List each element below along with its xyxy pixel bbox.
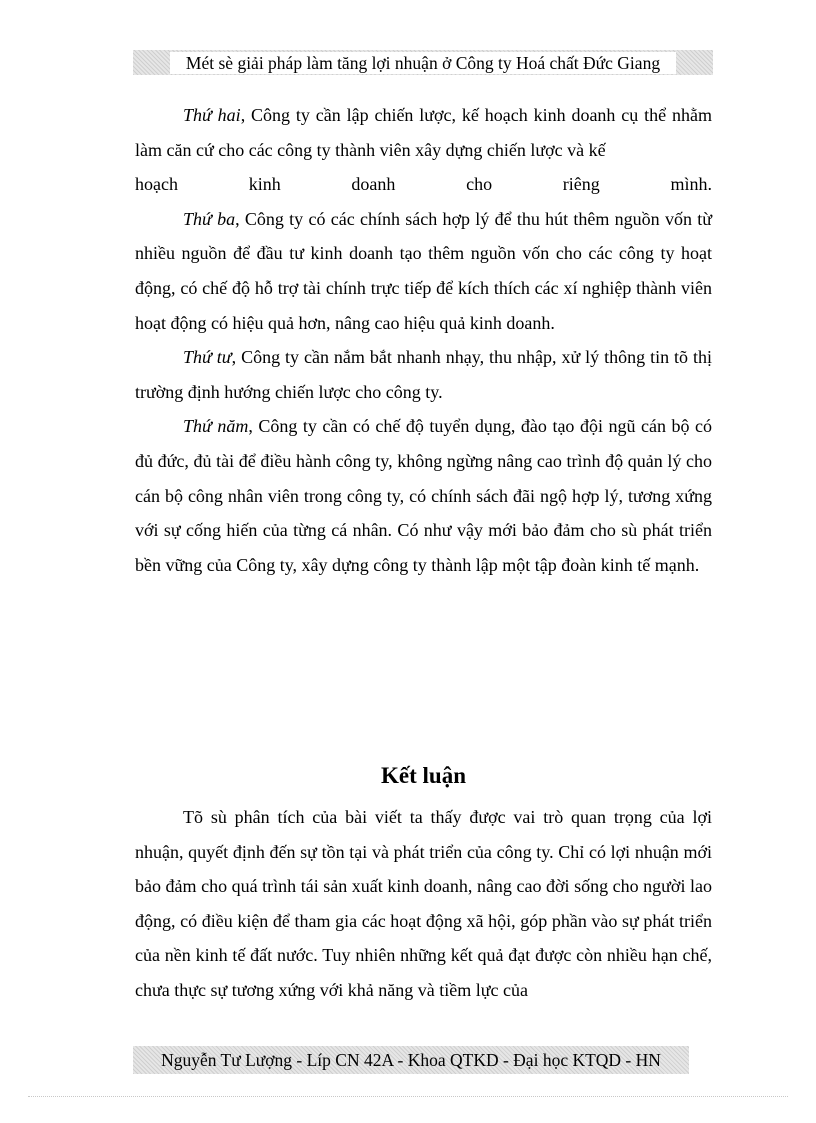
paragraph-text: , Công ty cần nắm bắt nhanh nhạy, thu nhập, xử lý thông tin tõ thị trường định hướng chiến lược cho công ty. (135, 347, 712, 402)
paragraph-text: , Công ty cần lập chiến lược, kế hoạch kinh doanh cụ thể nhằm làm căn cứ cho các công ty thành viên xây dựng chiến lược và kế (135, 105, 712, 160)
paragraph-thu-nam (135, 409, 712, 582)
paragraph-lead: Thứ tư (183, 347, 232, 368)
paragraph-text: , Công ty cần có chế độ tuyển dụng, đào tạo đội ngũ cán bộ có đủ đức, đủ tài để điều hành công ty, không ngừng nâng cao trình độ quản lý cho cán bộ công nhân viên trong công ty, có chính sách đãi ngộ hợp lý, tương xứng với sự cống hiến của từng cá nhân. Có như vậy mới bảo đảm cho sù phát triển bền vững của Công ty, xây dựng công ty thành lập một tập đoàn kinh tế mạnh. (135, 416, 712, 575)
conclusion-section (135, 800, 712, 1008)
page-header-title: Mét sè giải pháp làm tăng lợi nhuận ở Công ty Hoá chất Đức Giang (170, 52, 676, 74)
paragraph-lead: Thứ hai (183, 105, 241, 125)
paragraph-thu-tu (135, 340, 712, 409)
paragraph-lead: Thứ năm (183, 416, 249, 437)
page-footer-text: Nguyễn Tư Lượng - Líp CN 42A - Khoa QTKD - Đại học KTQD - HN (161, 1050, 661, 1070)
paragraph-lead: Thứ ba (183, 208, 236, 229)
paragraph-thu-hai-last-line: hoạch kinh doanh cho riêng mình. (135, 174, 712, 195)
conclusion-heading: Kết luận (381, 763, 466, 788)
page-bottom-rule (28, 1096, 788, 1097)
main-content (135, 98, 712, 582)
paragraph-thu-ba (135, 202, 712, 340)
paragraph-thu-hai (135, 98, 712, 167)
footer-band (133, 1046, 689, 1074)
conclusion-paragraph: Tõ sù phân tích của bài viết ta thấy được vai trò quan trọng của lợi nhuận, quyết định đến sự tồn tại và phát triển của công ty. Chỉ có lợi nhuận mới bảo đảm cho quá trình tái sản xuất kinh doanh, nâng cao đời sống cho người lao động, có điều kiện để tham gia các hoạt động xã hội, góp phần vào sự phát triển của nền kinh tế đất nước. Tuy nhiên những kết quả đạt được còn nhiều hạn chế, chưa thực sự tương xứng với khả năng và tiềm lực của (135, 807, 712, 1000)
paragraph-text: , Công ty có các chính sách hợp lý để thu hút thêm nguồn vốn từ nhiều nguồn để đầu tư kinh doanh tạo thêm nguồn vốn cho các công ty hoạt động, có chế độ hỗ trợ tài chính trực tiếp để kích thích các xí nghiệp thành viên hoạt động có hiệu quả hơn, nâng cao hiệu quả kinh doanh. (135, 208, 712, 333)
